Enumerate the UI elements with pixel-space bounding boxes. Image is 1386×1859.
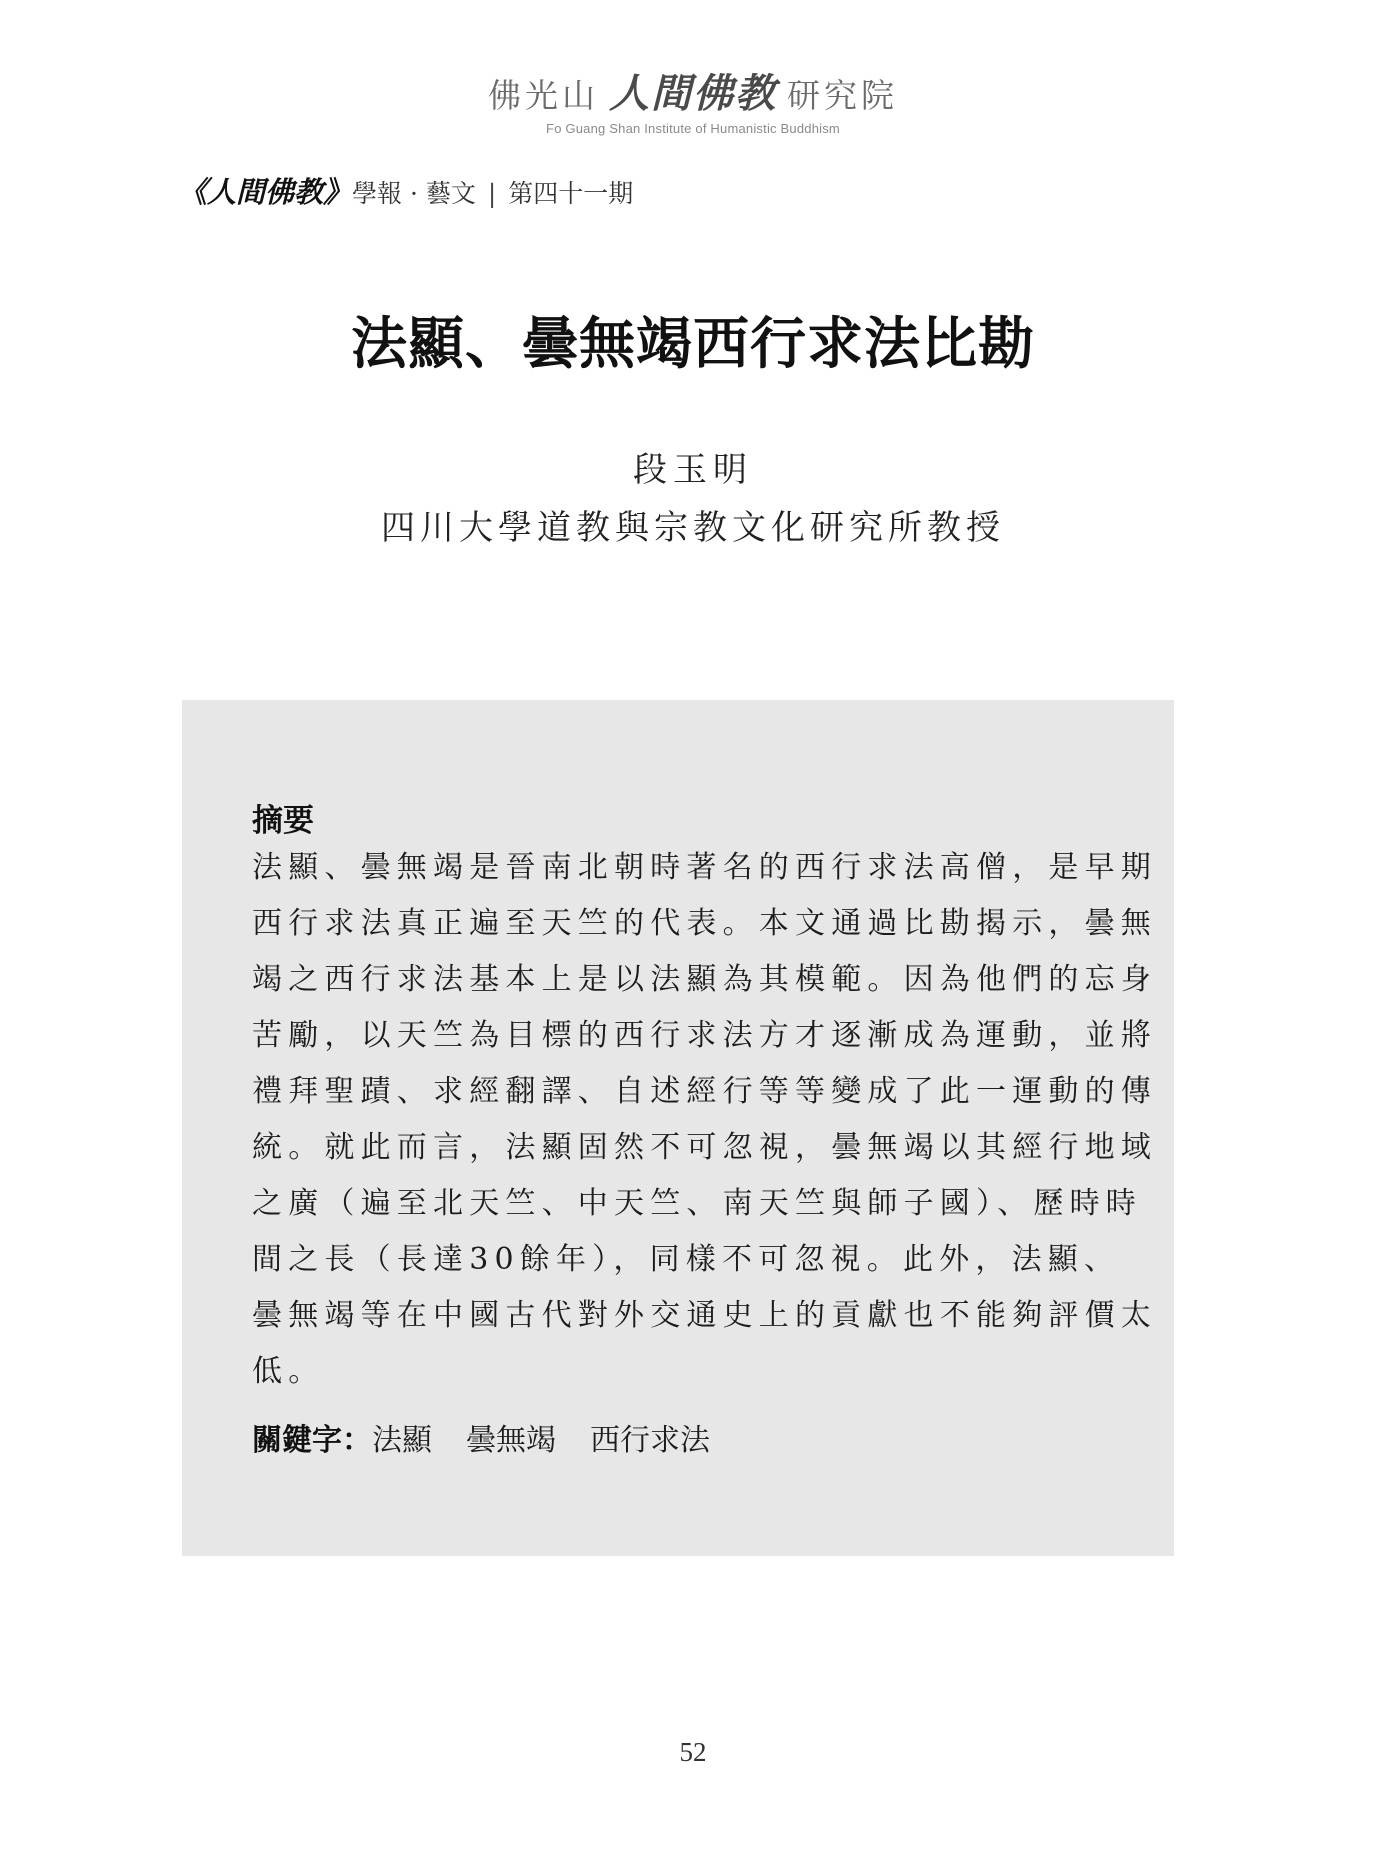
running-head-separator: | [487, 179, 497, 208]
institute-name-part2: 研究院 [787, 76, 898, 115]
journal-issue: 第四十一期 [508, 179, 634, 208]
author-affiliation: 四川大學道教與宗教文化研究所教授 [381, 508, 1005, 548]
abstract-line: 間之長（長達30餘年），同樣不可忽視。此外，法顯、 [252, 1242, 1121, 1277]
institute-logo: 人間佛教 [609, 70, 777, 117]
running-head [178, 170, 633, 211]
author-name: 段玉明 [633, 450, 753, 490]
abstract-heading: 摘要 [252, 803, 314, 839]
abstract-line: 低。 [252, 1354, 325, 1389]
institute-name-part1: 佛光山 [488, 76, 599, 115]
page-number: 52 [679, 1737, 707, 1767]
keyword-item: 法顯 [372, 1423, 432, 1458]
abstract-line: 統。就此而言，法顯固然不可忽視，曇無竭以其經行地域 [252, 1130, 1157, 1165]
abstract-line: 竭之西行求法基本上是以法顯為其模範。因為他們的忘身 [252, 962, 1157, 997]
journal-name: 《人間佛教》 [178, 175, 353, 209]
keywords-label: 關鍵字： [252, 1423, 372, 1458]
abstract-line: 法顯、曇無竭是晉南北朝時著名的西行求法高僧，是早期 [252, 850, 1157, 885]
abstract-line: 禮拜聖蹟、求經翻譯、自述經行等等變成了此一運動的傳 [252, 1074, 1157, 1109]
abstract-body [252, 840, 1157, 1400]
keyword-item: 西行求法 [590, 1423, 710, 1458]
keywords [252, 1415, 744, 1459]
abstract-line: 曇無竭等在中國古代對外交通史上的貢獻也不能夠評價太 [252, 1298, 1157, 1333]
keyword-item: 曇無竭 [466, 1423, 556, 1458]
abstract-box [182, 700, 1174, 1556]
institute-english-name: Fo Guang Shan Institute of Humanistic Buddhism [546, 121, 840, 136]
abstract-line: 苦勵，以天竺為目標的西行求法方才逐漸成為運動，並將 [252, 1018, 1157, 1053]
paper-title: 法顯、曇無竭西行求法比勘 [351, 311, 1035, 377]
abstract-line: 西行求法真正遍至天竺的代表。本文通過比勘揭示，曇無 [252, 906, 1157, 941]
abstract-line: 之廣（遍至北天竺、中天竺、南天竺與師子國）、歷時時 [252, 1186, 1142, 1221]
institute-header [0, 62, 1386, 136]
journal-section: 學報 · 藝文 [352, 179, 476, 208]
institute-name [0, 62, 1386, 119]
